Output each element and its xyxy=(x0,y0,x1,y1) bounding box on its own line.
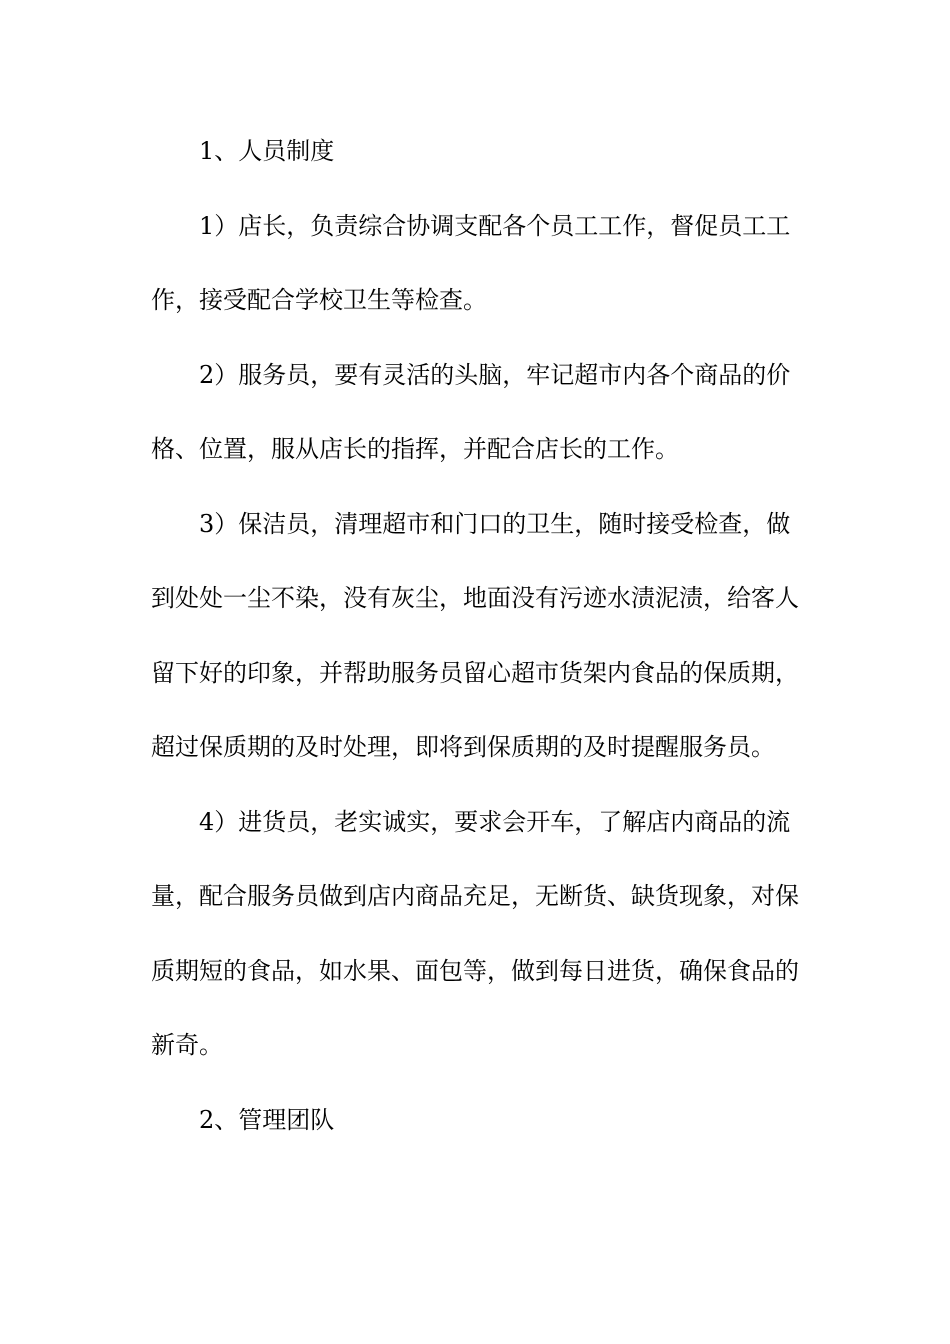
paragraph-purchaser: 4）进货员，老实诚实，要求会开车，了解店内商品的流量，配合服务员做到店内商品充足，无断货、缺货现象，对保质期短的食品，如水果、面包等，做到每日进货，确保食品的新奇。 xyxy=(151,807,799,1059)
section-heading-personnel-system: 1、人员制度 xyxy=(199,137,335,165)
paragraph-service-staff: 2）服务员，要有灵活的头脑，牢记超市内各个商品的价格、位置，服从店长的指挥，并配合店长的工作。 xyxy=(151,360,791,463)
document-body xyxy=(151,114,811,1157)
section-heading-management-team: 2、管理团队 xyxy=(199,1105,335,1134)
paragraph-store-manager: 1）店长，负责综合协调支配各个员工工作，督促员工工作，接受配合学校卫生等检查。 xyxy=(151,211,791,314)
paragraph-cleaner: 3）保洁员，清理超市和门口的卫生，随时接受检查，做到处处一尘不染，没有灰尘，地面没有污迹水渍泥渍，给客人留下好的印象，并帮助服务员留心超市货架内食品的保质期，超过保质期的及时处理，即将到保质期的及时提醒服务员。 xyxy=(151,509,799,761)
